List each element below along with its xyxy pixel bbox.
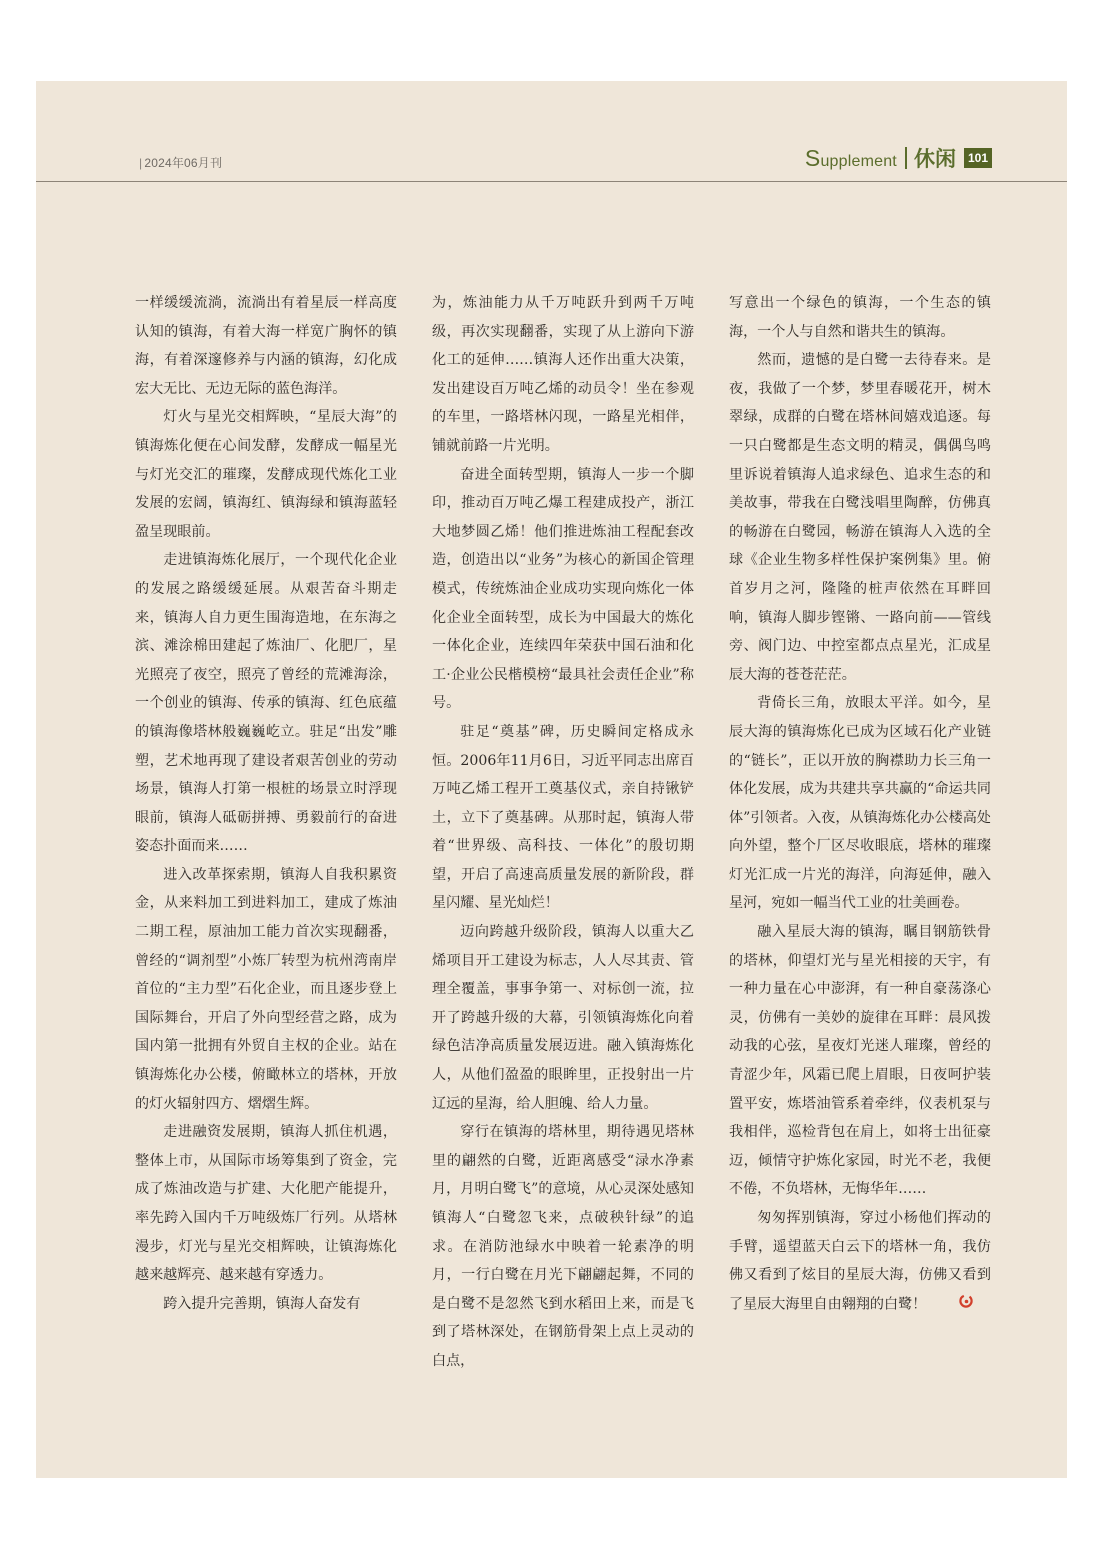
paragraph: 然而，遗憾的是白鹭一去待春来。是夜，我做了一个梦，梦里春暖花开，树木翠绿，成群的白鹭在塔林间嬉戏追逐。每一只白鹭都是生态文明的精灵，偶偶鸟鸣里诉说着镇海人追求绿色、追求生态的和美故事，带我在白鹭浅唱里陶醉，仿佛真的畅游在白鹭园，畅游在镇海人入选的全球《企业生物多样性保护案例集》里。俯首岁月之河，隆隆的桩声依然在耳畔回响，镇海人脚步铿锵、一路向前——管线旁、阀门边、中控室都点点星光，汇成星辰大海的苍苍茫茫。	[729, 352, 991, 683]
paragraph: 为，炼油能力从千万吨跃升到两千万吨级，再次实现翻番，实现了从上游向下游化工的延伸……镇海人还作出重大决策，发出建设百万吨乙烯的动员令！坐在参观的车里，一路塔林闪现，一路星光相伴，铺就前路一片光明。	[432, 295, 694, 454]
paragraph: 迈向跨越升级阶段，镇海人以重大乙烯项目开工建设为标志，人人尽其责、管理全覆盖，事事争第一、对标创一流，拉开了跨越升级的大幕，引领镇海炼化向着绿色洁净高质量发展迈进。融入镇海炼化人，从他们盈盈的眼眸里，正投射出一片辽远的星海，给人胆魄、给人力量。	[432, 924, 694, 1112]
section-title: 休闲	[913, 147, 956, 171]
section-brand	[805, 143, 992, 173]
paragraph: 驻足“奠基”碑，历史瞬间定格成永恒。2006年11月6日，习近平同志出席百万吨乙烯工程开工奠基仪式，亲自持锹铲土，立下了奠基碑。从那时起，镇海人带着“世界级、高科技、一体化”的殷切期望，开启了高速高质量发展的新阶段，群星闪耀、星光灿烂！	[432, 723, 694, 912]
paragraph: 跨入提升完善期，镇海人奋发有	[163, 1295, 361, 1312]
paragraph: 穿行在镇海的塔林里，期待遇见塔林里的翩然的白鹭，近距离感受“渌水净素月，月明白鹭飞”的意境，从心灵深处感知镇海人“白鹭忽飞来，点破秧针绿”的追求。在消防池绿水中映着一轮素净的明月，一行白鹭在月光下翩翩起舞，不同的是白鹭不是忽然飞到水稻田上来，而是飞到了塔林深处，在钢筋骨架上点上灵动的白点，	[432, 1124, 694, 1369]
brand-divider	[905, 147, 907, 169]
paragraph: 一样缓缓流淌，流淌出有着星辰一样高度认知的镇海，有着大海一样宽广胸怀的镇海，有着深邃修养与内涵的镇海，幻化成宏大无比、无边无际的蓝色海洋。	[135, 295, 397, 397]
header-rule	[36, 181, 1067, 182]
issue-date: 2024年06月刊	[144, 156, 223, 170]
issue-label	[139, 154, 222, 171]
paragraph: 背倚长三角，放眼太平洋。如今，星辰大海的镇海炼化已成为区域石化产业链的“链长”，正以开放的胸襟助力长三角一体化发展，成为共建共享共赢的“命运共同体”引领者。入夜，从镇海炼化办公楼高处向外望，整个厂区尽收眼底，塔林的璀璨灯光汇成一片光的海洋，向海延伸，融入星河，宛如一幅当代工业的壮美画卷。	[729, 695, 991, 912]
supplement-initial: S	[804, 144, 821, 171]
supplement-label	[805, 145, 897, 172]
paragraph: 融入星辰大海的镇海，瞩目钢筋铁骨的塔林，仰望灯光与星光相接的天宇，有一种力量在心中澎湃，有一种自豪荡涤心灵，仿佛有一美妙的旋律在耳畔：晨风拨动我的心弦，星夜灯光迷人璀璨，曾经的青涩少年，风霜已爬上眉眼，日夜呵护装置平安，炼塔油管系着牵绊，仪表机泵与我相伴，巡检背包在肩上，如将士出征豪迈，倾情守护炼化家园，时光不老，我便不倦，不负塔林，无悔华年……	[729, 924, 991, 1198]
page-header	[36, 81, 1067, 183]
paragraph: 走进镇海炼化展厅，一个现代化企业的发展之路缓缓延展。从艰苦奋斗期走来，镇海人自力更生围海造地，在东海之滨、滩涂棉田建起了炼油厂、化肥厂，星光照亮了夜空，照亮了曾经的荒滩海涂，一个创业的镇海、传承的镇海、红色底蕴的镇海像塔林般巍巍屹立。驻足“出发”雕塑，艺术地再现了建设者艰苦创业的劳动场景，镇海人打第一根桩的场景立时浮现眼前，镇海人砥砺拼搏、勇毅前行的奋进姿态扑面而来……	[135, 552, 397, 855]
paragraph: 进入改革探索期，镇海人自我积累资金，从来料加工到进料加工，建成了炼油二期工程，原油加工能力首次实现翻番，曾经的“调剂型”小炼厂转型为杭州湾南岸首位的“主力型”石化企业，而且逐步登上国际舞台，开启了外向型经营之路，成为国内第一批拥有外贸自主权的企业。站在镇海炼化办公楼，俯瞰林立的塔林，开放的灯火辐射四方、熠熠生辉。	[135, 866, 397, 1112]
final-paragraph	[729, 1204, 991, 1319]
article-end-icon	[930, 1290, 972, 1319]
text-column-1	[135, 289, 397, 1318]
final-paragraph-text: 匆匆挥别镇海，穿过小杨他们挥动的手臂，遥望蓝天白云下的塔林一角，我仿佛又看到了炫目的星辰大海，仿佛又看到了星辰大海里自由翱翔的白鹭！	[729, 1210, 991, 1313]
paragraph: 灯火与星光交相辉映，“星辰大海”的镇海炼化便在心间发酵，发酵成一幅星光与灯光交汇的璀璨，发酵成现代炼化工业发展的宏阔，镇海红、镇海绿和镇海蓝轻盈呈现眼前。	[135, 409, 397, 540]
supplement-rest: upplement	[820, 152, 897, 170]
issue-divider: |	[139, 156, 143, 170]
paragraph: 写意出一个绿色的镇海，一个生态的镇海，一个人与自然和谐共生的镇海。	[729, 295, 991, 340]
text-column-2	[432, 289, 694, 1376]
page-number: 101	[964, 148, 992, 168]
paragraph: 奋进全面转型期，镇海人一步一个脚印，推动百万吨乙爆工程建成投产，浙江大地梦圆乙烯！他们推进炼油工程配套改造，创造出以“业务”为核心的新国企管理模式，传统炼油企业成功实现向炼化一体化企业全面转型，成长为中国最大的炼化一体化企业，连续四年荣获中国石油和化工·企业公民楷模榜“最具社会责任企业”称号。	[432, 466, 694, 712]
text-column-3	[729, 289, 991, 1319]
paragraph: 走进融资发展期，镇海人抓住机遇，整体上市，从国际市场筹集到了资金，完成了炼油改造与扩建、大化肥产能提升，率先跨入国内千万吨级炼厂行列。从塔林漫步，灯光与星光交相辉映，让镇海炼化越来越辉亮、越来越有穿透力。	[135, 1124, 397, 1284]
magazine-page	[36, 81, 1067, 1478]
